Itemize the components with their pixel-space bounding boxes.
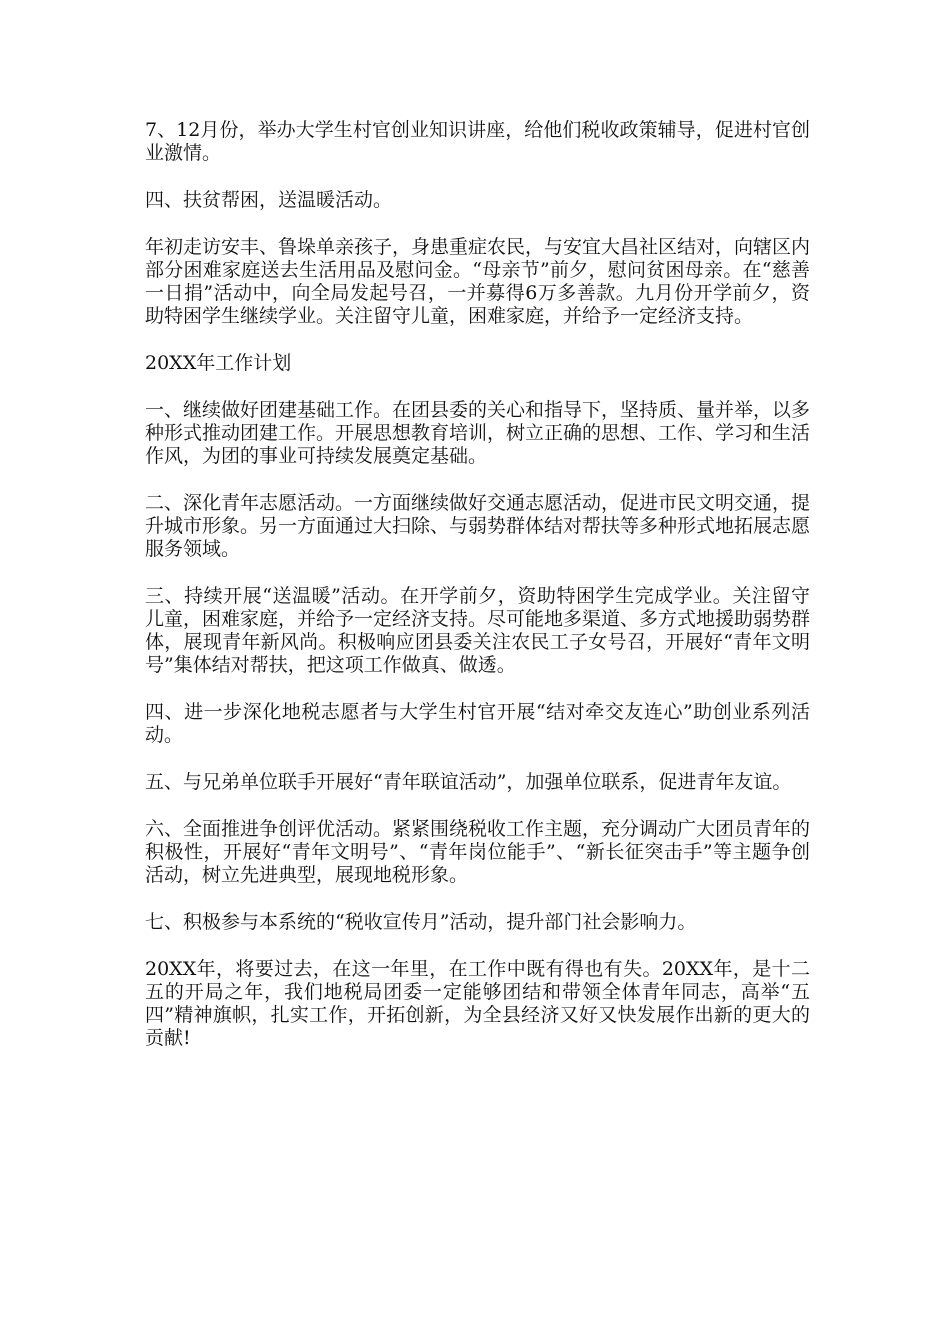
heading-poverty-relief: 四、扶贫帮困，送温暖活动。 — [145, 189, 393, 211]
plan-item-6: 六、全面推进争创评优活动。紧紧围绕税收工作主题，充分调动广大团员青年的积极性，开展好“青年文明号”、“青年岗位能手”、“新长征突击手”等主题争创活动，树立先进典型，展现地税形象。 — [145, 818, 811, 886]
heading-work-plan: 20XX年工作计划 — [145, 352, 292, 374]
plan-item-5: 五、与兄弟单位联手开展好“青年联谊活动”，加强单位联系，促进青年友谊。 — [145, 771, 792, 793]
plan-item-7: 七、积极参与本系统的“税收宣传月”活动，提升部门社会影响力。 — [145, 911, 697, 933]
plan-item-3: 三、持续开展“送温暖”活动。在开学前夕，资助特困学生完成学业。关注留守儿童，困难家庭，并给予一定经济支持。尽可能地多渠道、多方式地援助弱势群体，展现青年新风尚。积极响应团县委关注农民工子女号召，开展好“青年文明号”集体结对帮扶，把这项工作做真、做透。 — [145, 585, 811, 676]
paragraph-village-official-lecture: 7、12月份，举办大学生村官创业知识讲座，给他们税收政策辅导，促进村官创业激情。 — [145, 119, 810, 164]
plan-item-2: 二、深化青年志愿活动。一方面继续做好交通志愿活动，促进市民文明交通，提升城市形象。另一方面通过大扫除、与弱势群体结对帮扶等多种形式地拓展志愿服务领域。 — [145, 492, 811, 560]
paragraph-poverty-relief: 年初走访安丰、鲁垛单亲孩子，身患重症农民，与安宜大昌社区结对，向辖区内部分困难家庭送去生活用品及慰问金。“母亲节”前夕，慰问贫困母亲。在“慈善一日捐”活动中，向全局发起号召，一并募得6万多善款。九月份开学前夕，资助特困学生继续学业。关注留守儿童，困难家庭，并给予一定经济支持。 — [145, 236, 811, 327]
closing-paragraph: 20XX年，将要过去，在这一年里，在工作中既有得也有失。20XX年，是十二五的开局之年，我们地税局团委一定能够团结和带领全体青年同志，高举“五四”精神旗帜，扎实工作，开拓创新，为全县经济又好又快发展作出新的更大的贡献! — [145, 958, 810, 1049]
plan-item-1: 一、继续做好团建基础工作。在团县委的关心和指导下，坚持质、量并举，以多种形式推动团建工作。开展思想教育培训，树立正确的思想、工作、学习和生活作风，为团的事业可持续发展奠定基础。 — [145, 399, 811, 467]
document-body — [145, 119, 810, 1074]
plan-item-4: 四、进一步深化地税志愿者与大学生村官开展“结对牵交友连心”助创业系列活动。 — [145, 701, 810, 746]
